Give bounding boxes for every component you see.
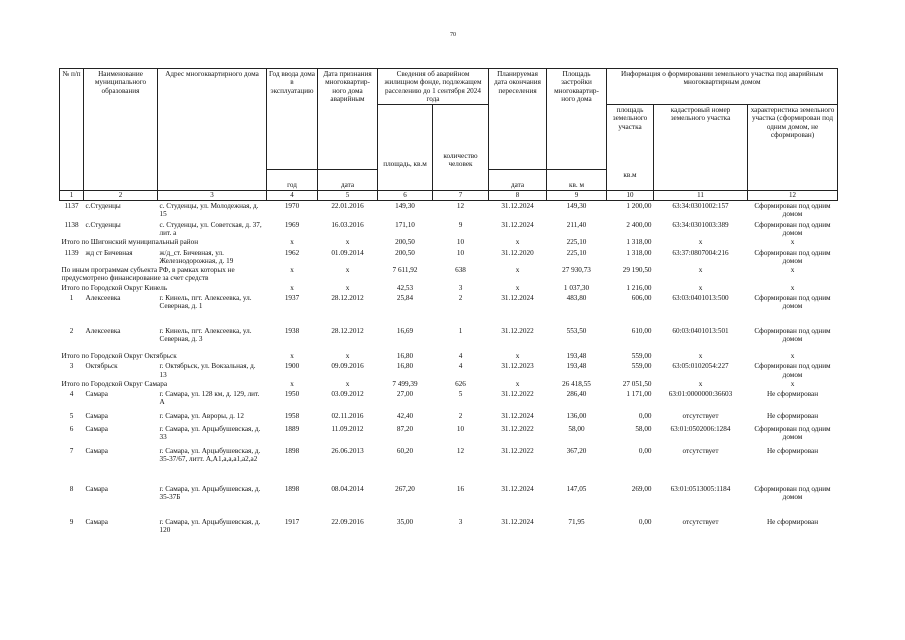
total-year: x bbox=[290, 283, 294, 292]
row-area: 16,69 bbox=[396, 326, 414, 335]
row-municipality: Октябрьск bbox=[85, 362, 118, 371]
row-area: 149,30 bbox=[395, 202, 415, 211]
col-header-municipality: Наименование муниципального образования bbox=[84, 69, 158, 191]
row-year: 1938 bbox=[284, 326, 300, 335]
total-status: x bbox=[790, 266, 795, 275]
row-planned: 31.12.2024 bbox=[501, 485, 534, 494]
col-number: 1 bbox=[60, 191, 84, 201]
row-planned: 31.12.2022 bbox=[501, 390, 534, 399]
total-status: x bbox=[790, 238, 795, 247]
col-number: 9 bbox=[547, 191, 607, 201]
row-land: 606,00 bbox=[631, 293, 652, 302]
row-land: 610,00 bbox=[631, 326, 652, 335]
row-address: г. Октябрьск, ул. Вокзальная, д. 13 bbox=[159, 362, 256, 379]
row-built: 58,00 bbox=[568, 425, 585, 434]
table-row bbox=[60, 220, 838, 239]
col-unit-year: год bbox=[267, 170, 318, 191]
row-land: 58,00 bbox=[635, 425, 652, 434]
row-area: 16,80 bbox=[396, 362, 414, 371]
row-planned: 31.12.2022 bbox=[501, 425, 534, 434]
total-date: x bbox=[345, 352, 350, 361]
row-year: 1969 bbox=[284, 220, 300, 229]
col-header-year: Год ввода дома в эксплуатацию bbox=[267, 69, 318, 170]
row-built: 147,05 bbox=[566, 485, 587, 494]
row-cadastral: 63:01:0513005:1184 bbox=[670, 485, 731, 494]
row-built: 367,20 bbox=[566, 446, 587, 455]
row-address: г. Самара, ул. Арцыбушевская, д. 35-37Б bbox=[159, 485, 261, 502]
row-people: 12 bbox=[456, 202, 465, 211]
total-built: 26 418,55 bbox=[562, 379, 591, 388]
row-area: 25,84 bbox=[396, 293, 414, 302]
table-row bbox=[60, 389, 838, 408]
row-cadastral: отсутствует bbox=[682, 411, 719, 420]
col-unit-land-sqm: кв.м bbox=[607, 170, 654, 191]
row-num: 1138 bbox=[64, 220, 79, 229]
row-num: 1137 bbox=[64, 202, 79, 211]
col-header-land-info: Информация о формировании земельного участка под аварийным многоквартирным домом bbox=[607, 69, 838, 105]
row-area: 200,50 bbox=[395, 248, 415, 257]
row-planned: 31.12.2024 bbox=[501, 293, 534, 302]
row-num: 4 bbox=[69, 390, 74, 399]
total-label: Итого по Городской Округ Кинель bbox=[61, 283, 168, 292]
row-built: 136,00 bbox=[566, 411, 587, 420]
table-row bbox=[60, 326, 838, 345]
col-number: 12 bbox=[748, 191, 838, 201]
row-municipality: Алексеевка bbox=[85, 326, 121, 335]
total-label: Итого по Городской Округ Октябрьск bbox=[61, 352, 177, 361]
col-header-recognition-date: Дата признания многоквартир-ного дома аварийным bbox=[318, 69, 378, 170]
row-year: 1889 bbox=[284, 425, 300, 434]
row-people: 4 bbox=[458, 362, 463, 371]
total-built: 27 930,73 bbox=[562, 266, 591, 275]
table-row bbox=[60, 361, 838, 380]
row-land: 559,00 bbox=[631, 362, 652, 371]
total-date: x bbox=[345, 283, 350, 292]
total-date: x bbox=[345, 238, 350, 247]
total-built: 193,48 bbox=[566, 352, 587, 361]
row-date: 22.01.2016 bbox=[331, 202, 364, 211]
row-address: г. Самара, ул. Авроры, д. 12 bbox=[159, 411, 244, 420]
row-date: 16.03.2016 bbox=[331, 220, 364, 229]
row-planned: 31.12.2020 bbox=[501, 248, 534, 257]
row-cadastral: 63:01:0502006:1284 bbox=[670, 425, 731, 434]
row-built: 286,40 bbox=[566, 390, 587, 399]
row-status: Сформирован под одним домом bbox=[754, 326, 831, 343]
row-status: Сформирован под одним домом bbox=[754, 220, 831, 237]
row-municipality: жд ст Бичевная bbox=[85, 248, 133, 257]
row-land: 1 200,00 bbox=[626, 202, 652, 211]
row-year: 1958 bbox=[284, 411, 300, 420]
row-year: 1898 bbox=[284, 485, 300, 494]
row-date: 26.06.2013 bbox=[331, 446, 364, 455]
row-num: 8 bbox=[69, 485, 74, 494]
row-people: 5 bbox=[458, 390, 463, 399]
total-land: 559,00 bbox=[631, 352, 652, 361]
row-built: 193,48 bbox=[566, 362, 587, 371]
total-row bbox=[60, 238, 838, 247]
total-status: x bbox=[790, 283, 795, 292]
row-num: 1139 bbox=[64, 248, 79, 257]
row-area: 171,10 bbox=[395, 220, 415, 229]
row-land: 1 171,00 bbox=[626, 390, 652, 399]
row-year: 1970 bbox=[284, 202, 300, 211]
row-address: г. Самара, ул. Арцыбушевская, д. 33 bbox=[159, 425, 261, 442]
total-year: x bbox=[290, 379, 294, 388]
total-people: 3 bbox=[458, 283, 463, 292]
row-planned: 31.12.2024 bbox=[501, 411, 534, 420]
total-row bbox=[60, 352, 838, 361]
row-municipality: Самара bbox=[85, 485, 108, 494]
total-planned: x bbox=[515, 266, 520, 275]
col-header-fund-area: площадь, кв.м bbox=[378, 105, 433, 170]
row-area: 60,20 bbox=[396, 446, 414, 455]
table-header bbox=[60, 69, 838, 201]
col-unit-sqm: кв. м bbox=[547, 170, 607, 191]
row-address: с. Студенцы, ул. Советская, д. 37, лит. а bbox=[159, 220, 262, 237]
row-municipality: Самара bbox=[85, 425, 108, 434]
row-built: 211,40 bbox=[566, 220, 587, 229]
row-built: 553,50 bbox=[566, 326, 587, 335]
row-planned: 31.12.2024 bbox=[501, 202, 534, 211]
total-area: 7 611,92 bbox=[392, 266, 418, 275]
row-date: 02.11.2016 bbox=[331, 411, 364, 420]
row-num: 7 bbox=[69, 446, 74, 455]
row-num: 6 bbox=[69, 425, 74, 434]
row-num: 9 bbox=[69, 517, 74, 526]
row-people: 10 bbox=[456, 248, 465, 257]
col-header-land-area: площадь земельного участка bbox=[607, 105, 654, 170]
table-row bbox=[60, 411, 838, 421]
spacer-row bbox=[60, 503, 838, 517]
row-area: 27,00 bbox=[396, 390, 414, 399]
total-land: 29 190,50 bbox=[622, 266, 652, 275]
row-address: г. Кинель, пгт. Алексеевка, ул. Северная, д. 3 bbox=[159, 326, 252, 343]
row-status: Не сформирован bbox=[766, 517, 819, 526]
total-date: x bbox=[345, 266, 350, 275]
total-label: По иным программам субъекта РФ, в рамках которых не предусмотрено финансирование за счет средств bbox=[61, 266, 235, 283]
row-built: 483,80 bbox=[566, 293, 587, 302]
total-cadastral: x bbox=[698, 283, 703, 292]
col-header-planned-date: Планируемая дата окончания переселения bbox=[489, 69, 547, 170]
row-cadastral: отсутствует bbox=[682, 446, 719, 455]
row-cadastral: 63:05:0102054:227 bbox=[672, 362, 729, 371]
total-year: x bbox=[290, 238, 294, 247]
row-date: 09.09.2016 bbox=[331, 362, 364, 371]
row-municipality: с.Студенцы bbox=[85, 202, 121, 211]
row-status: Не сформирован bbox=[766, 411, 819, 420]
spacer-row bbox=[60, 312, 838, 326]
row-address: г. Самара, ул. 128 км, д. 129, лит. А bbox=[159, 390, 260, 407]
table-row bbox=[60, 248, 838, 267]
row-people: 3 bbox=[458, 517, 463, 526]
col-unit-planned-date: дата bbox=[489, 170, 547, 191]
row-status: Сформирован под одним домом bbox=[754, 202, 831, 219]
total-row bbox=[60, 284, 838, 293]
spacer-row bbox=[60, 464, 838, 484]
row-people: 1 bbox=[458, 326, 463, 335]
row-date: 08.04.2014 bbox=[331, 485, 364, 494]
col-number: 3 bbox=[158, 191, 267, 201]
total-date: x bbox=[345, 379, 350, 388]
total-land: 27 051,50 bbox=[622, 379, 652, 388]
row-address: ж/д_ст. Бичевная, ул. Железнодорожная, д. 19 bbox=[159, 248, 234, 265]
row-cadastral: 63:34:0301003:389 bbox=[672, 220, 729, 229]
row-num: 1 bbox=[69, 293, 74, 302]
row-year: 1937 bbox=[284, 293, 300, 302]
col-header-emergency-fund: Сведения об аварийном жилищном фонде, подлежащем расселению до 1 сентября 2024 года bbox=[378, 69, 489, 105]
row-date: 01.09.2014 bbox=[331, 248, 364, 257]
total-label: Итого по Городской Округ Самара bbox=[61, 379, 168, 388]
row-people: 9 bbox=[458, 220, 463, 229]
row-municipality: с.Студенцы bbox=[85, 220, 121, 229]
row-date: 28.12.2012 bbox=[331, 326, 364, 335]
row-built: 71,95 bbox=[568, 517, 585, 526]
row-address: г. Самара, ул. Арцыбушевская, д. 35-37/67, литт. А,А1,а,а,а1,а2,а2 bbox=[159, 446, 261, 463]
row-people: 12 bbox=[456, 446, 465, 455]
row-address: г. Кинель, пгт. Алексеевка, ул. Северная, д. 1 bbox=[159, 293, 252, 311]
total-label: Итого по Шигонский муниципальный район bbox=[61, 238, 199, 247]
col-number: 8 bbox=[489, 191, 547, 201]
total-people: 10 bbox=[456, 238, 465, 247]
row-date: 11.09.2012 bbox=[331, 425, 364, 434]
row-built: 149,30 bbox=[566, 202, 587, 211]
row-cadastral: отсутствует bbox=[682, 517, 719, 526]
total-year: x bbox=[290, 352, 294, 361]
page-number: 70 bbox=[450, 32, 456, 38]
row-planned: 31.12.2024 bbox=[501, 220, 534, 229]
row-address: г. Самара, ул. Арцыбушевская, д. 120 bbox=[159, 517, 261, 534]
row-people: 10 bbox=[456, 425, 465, 434]
total-cadastral: x bbox=[698, 266, 703, 275]
row-planned: 31.12.2022 bbox=[501, 326, 534, 335]
col-number: 11 bbox=[654, 191, 748, 201]
col-unit-empty-1 bbox=[378, 170, 433, 191]
row-people: 2 bbox=[458, 411, 463, 420]
row-status: Не сформирован bbox=[766, 446, 819, 455]
total-cadastral: x bbox=[698, 379, 703, 388]
row-land: 0,00 bbox=[638, 411, 652, 420]
row-people: 2 bbox=[458, 293, 463, 302]
col-header-num: № п/п bbox=[60, 69, 84, 191]
row-num: 3 bbox=[69, 362, 74, 371]
row-status: Сформирован под одним домом bbox=[754, 362, 831, 379]
row-status: Сформирован под одним домом bbox=[754, 248, 831, 265]
row-land: 0,00 bbox=[638, 517, 652, 526]
table-row bbox=[60, 517, 838, 536]
total-area: 200,50 bbox=[395, 238, 415, 247]
total-people: 4 bbox=[458, 352, 463, 361]
col-header-address: Адрес многоквартирного дома bbox=[158, 69, 267, 191]
total-planned: x bbox=[515, 379, 520, 388]
col-header-characteristic: характеристика земельного участка (сформирован под одним домом, не сформирован) bbox=[748, 105, 838, 191]
table-body bbox=[60, 201, 838, 536]
row-area: 35,00 bbox=[396, 517, 414, 526]
row-status: Сформирован под одним домом bbox=[754, 425, 831, 442]
row-status: Сформирован под одним домом bbox=[754, 485, 831, 502]
row-municipality: Самара bbox=[85, 390, 108, 399]
row-people: 16 bbox=[456, 485, 465, 494]
col-number: 10 bbox=[607, 191, 654, 201]
row-cadastral: 63:34:0301002:157 bbox=[672, 202, 729, 211]
row-land: 269,00 bbox=[631, 485, 652, 494]
row-year: 1900 bbox=[284, 362, 300, 371]
col-number: 2 bbox=[84, 191, 158, 201]
row-area: 87,20 bbox=[396, 425, 414, 434]
row-land: 1 318,00 bbox=[626, 248, 652, 257]
total-planned: x bbox=[515, 352, 520, 361]
total-people: 638 bbox=[455, 266, 466, 275]
total-area: 7 499,39 bbox=[392, 379, 418, 388]
total-built: 1 037,30 bbox=[563, 283, 590, 292]
row-area: 42,40 bbox=[396, 411, 414, 420]
row-planned: 31.12.2022 bbox=[501, 446, 534, 455]
col-number: 7 bbox=[433, 191, 489, 201]
row-date: 03.09.2012 bbox=[331, 390, 364, 399]
col-header-cadastral: кадастровый номер земельного участка bbox=[654, 105, 748, 191]
col-unit-empty-2 bbox=[433, 170, 489, 191]
total-cadastral: x bbox=[698, 352, 703, 361]
row-municipality: Самара bbox=[85, 411, 108, 420]
total-year: x bbox=[290, 266, 294, 275]
row-status: Сформирован под одним домом bbox=[754, 293, 831, 311]
row-planned: 31.12.2024 bbox=[501, 517, 534, 526]
row-municipality: Самара bbox=[85, 446, 108, 455]
col-header-fund-people: количество человек bbox=[433, 105, 489, 170]
row-date: 22.09.2016 bbox=[331, 517, 364, 526]
col-number: 4 bbox=[267, 191, 318, 201]
table-row bbox=[60, 424, 838, 443]
row-year: 1898 bbox=[284, 446, 300, 455]
total-land: 1 216,00 bbox=[626, 283, 652, 292]
total-people: 626 bbox=[455, 379, 466, 388]
row-built: 225,10 bbox=[566, 248, 587, 257]
row-planned: 31.12.2023 bbox=[501, 362, 534, 371]
total-planned: x bbox=[515, 238, 520, 247]
row-address: с. Студенцы, ул. Молодежная, д. 15 bbox=[159, 202, 259, 219]
row-num: 5 bbox=[69, 411, 74, 420]
total-row bbox=[60, 380, 838, 389]
row-year: 1962 bbox=[284, 248, 300, 257]
emergency-housing-table bbox=[59, 68, 838, 535]
total-status: x bbox=[790, 352, 795, 361]
row-year: 1950 bbox=[284, 390, 300, 399]
row-year: 1917 bbox=[284, 517, 300, 526]
total-row bbox=[60, 266, 838, 284]
spacer-row bbox=[60, 344, 838, 352]
row-municipality: Алексеевка bbox=[85, 293, 121, 302]
col-number: 5 bbox=[318, 191, 378, 201]
total-built: 225,10 bbox=[566, 238, 587, 247]
row-land: 2 400,00 bbox=[626, 220, 652, 229]
row-status: Не сформирован bbox=[766, 390, 819, 399]
table-row bbox=[60, 201, 838, 220]
total-status: x bbox=[790, 379, 795, 388]
table-row bbox=[60, 293, 838, 312]
row-land: 0,00 bbox=[638, 446, 652, 455]
row-date: 28.12.2012 bbox=[331, 293, 364, 302]
total-planned: x bbox=[515, 283, 520, 292]
col-header-built-area: Площадь застройки многоквартир-ного дома bbox=[547, 69, 607, 170]
total-land: 1 318,00 bbox=[626, 238, 652, 247]
row-cadastral: 63:01:0000000:36603 bbox=[668, 390, 733, 399]
table-row bbox=[60, 446, 838, 465]
row-cadastral: 63:37:0807004:216 bbox=[672, 248, 729, 257]
col-unit-date: дата bbox=[318, 170, 378, 191]
row-area: 267,20 bbox=[395, 485, 415, 494]
row-cadastral: 60:03:0401013:501 bbox=[672, 326, 729, 335]
row-municipality: Самара bbox=[85, 517, 108, 526]
table-row bbox=[60, 484, 838, 503]
row-cadastral: 63:03:0401013:500 bbox=[672, 293, 729, 302]
col-number: 6 bbox=[378, 191, 433, 201]
row-num: 2 bbox=[69, 326, 74, 335]
total-cadastral: x bbox=[698, 238, 703, 247]
total-area: 42,53 bbox=[396, 283, 414, 292]
total-area: 16,80 bbox=[396, 352, 414, 361]
